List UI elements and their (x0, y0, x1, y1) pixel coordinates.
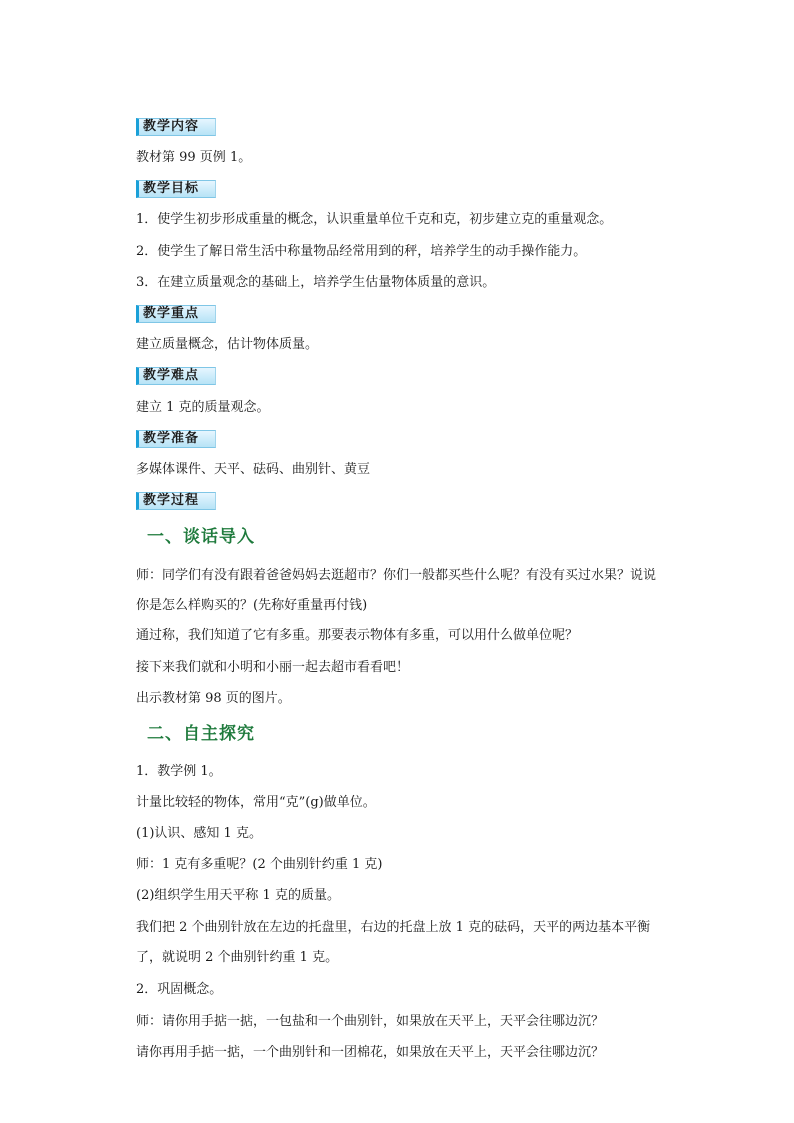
explore-line: 师：请你用手掂一掂，一包盐和一个曲别针，如果放在天平上，天平会往哪边沉？ (136, 1014, 605, 1029)
explore-line: 1．教学例 1。 (136, 764, 222, 779)
teaching-prep-label: 教学准备 (136, 430, 216, 448)
explore-line: 师：1 克有多重呢？(2 个曲别针约重 1 克) (136, 857, 383, 872)
teaching-content-label: 教学内容 (136, 118, 216, 136)
teaching-goals-label: 教学目标 (136, 180, 216, 198)
intro-paragraph: 出示教材第 98 页的图片。 (136, 691, 291, 706)
teaching-key-text: 建立质量概念，估计物体质量。 (136, 337, 319, 352)
teaching-difficulty-label: 教学难点 (136, 367, 216, 385)
explore-line: (1)认识、感知 1 克。 (136, 826, 262, 841)
explore-line: 2．巩固概念。 (136, 982, 223, 997)
goal-item: 1．使学生初步形成重量的概念，认识重量单位千克和克，初步建立克的重量观念。 (136, 212, 613, 227)
intro-paragraph: 师：同学们有没有跟着爸爸妈妈去逛超市？你们一般都买些什么呢？有没有买过水果？说说你是怎么样购买的？(先称好重量再付钱) (136, 568, 657, 613)
explore-line: 计量比较轻的物体，常用“克”(g)做单位。 (136, 795, 376, 810)
teaching-key-label: 教学重点 (136, 305, 216, 323)
explore-paragraph: 我们把 2 个曲别针放在左边的托盘里，右边的托盘上放 1 克的砝码，天平的两边基本平衡了，就说明 2 个曲别针约重 1 克。 (136, 920, 651, 965)
goal-item: 3．在建立质量观念的基础上，培养学生估量物体质量的意识。 (136, 275, 496, 290)
teaching-content-text: 教材第 99 页例 1。 (136, 150, 252, 165)
goal-item: 2．使学生了解日常生活中称量物品经常用到的秤，培养学生的动手操作能力。 (136, 244, 587, 259)
teaching-prep-text: 多媒体课件、天平、砝码、曲别针、黄豆 (136, 462, 371, 477)
intro-paragraph: 通过称，我们知道了它有多重。那要表示物体有多重，可以用什么做单位呢？ (136, 628, 579, 643)
teaching-difficulty-text: 建立 1 克的质量观念。 (136, 400, 270, 415)
explore-line: (2)组织学生用天平称 1 克的质量。 (136, 888, 340, 903)
teaching-process-label: 教学过程 (136, 492, 216, 510)
section-title-explore: 二、自主探究 (147, 724, 255, 744)
section-title-intro: 一、谈话导入 (147, 527, 255, 547)
intro-paragraph: 接下来我们就和小明和小丽一起去超市看看吧！ (136, 660, 410, 675)
explore-line: 请你再用手掂一掂，一个曲别针和一团棉花，如果放在天平上，天平会往哪边沉？ (136, 1045, 605, 1060)
